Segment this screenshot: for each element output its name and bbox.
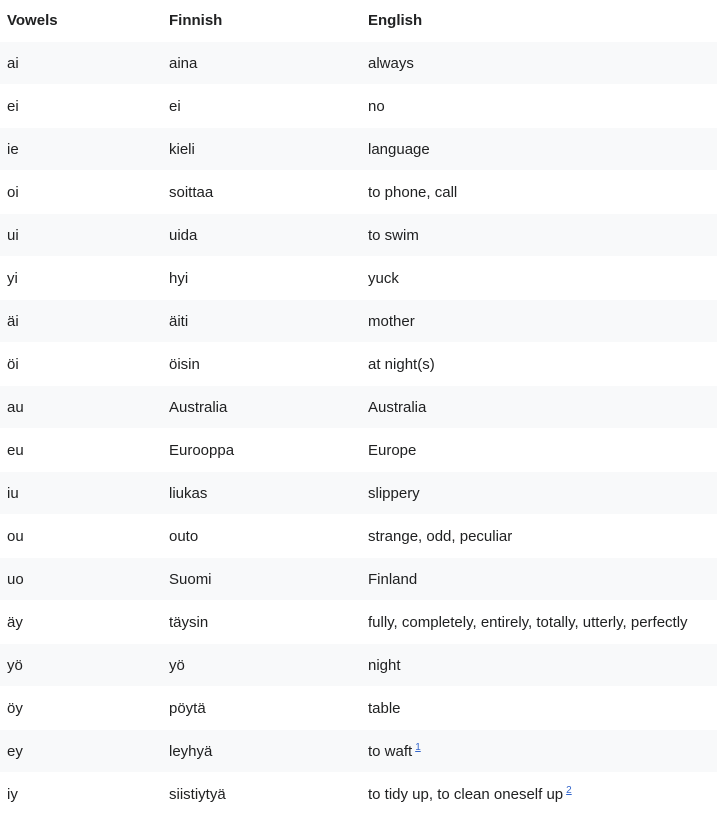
finnish-word-cell-text: liukas	[169, 485, 207, 502]
vowel-cell	[0, 343, 162, 386]
english-translation-cell-text: to swim	[368, 227, 419, 244]
english-translation-cell	[361, 730, 717, 773]
english-translation-cell-text: night	[368, 657, 401, 674]
finnish-word-cell-text: pöytä	[169, 700, 206, 717]
finnish-word-cell	[162, 429, 361, 472]
finnish-word-cell	[162, 601, 361, 644]
finnish-word-cell-text: ei	[169, 98, 181, 115]
vowel-cell	[0, 214, 162, 257]
finnish-word-cell-text: uida	[169, 227, 197, 244]
vowel-cell	[0, 171, 162, 214]
finnish-word-cell-text: soittaa	[169, 184, 213, 201]
table-row	[0, 214, 717, 257]
finnish-word-cell-text: yö	[169, 657, 185, 674]
finnish-word-cell-text: öisin	[169, 356, 200, 373]
english-translation-cell	[361, 773, 717, 815]
table-body	[0, 42, 717, 815]
english-translation-cell	[361, 128, 717, 171]
english-translation-cell	[361, 257, 717, 300]
finnish-word-cell	[162, 558, 361, 601]
vowel-cell	[0, 257, 162, 300]
finnish-word-cell-text: outo	[169, 528, 198, 545]
table-row	[0, 558, 717, 601]
column-header-finnish: Finnish	[162, 0, 361, 42]
vowel-cell	[0, 85, 162, 128]
vowel-cell-text: ai	[7, 55, 19, 72]
table-row	[0, 601, 717, 644]
vowel-cell	[0, 515, 162, 558]
english-translation-cell	[361, 214, 717, 257]
english-translation-cell-text: always	[368, 55, 414, 72]
table-row	[0, 343, 717, 386]
english-translation-cell-text: yuck	[368, 270, 399, 287]
finnish-word-cell	[162, 687, 361, 730]
vowel-cell	[0, 644, 162, 687]
finnish-word-cell	[162, 128, 361, 171]
vowel-cell	[0, 472, 162, 515]
table-row	[0, 429, 717, 472]
english-translation-cell-text: slippery	[368, 485, 420, 502]
vowel-cell	[0, 42, 162, 85]
english-translation-cell	[361, 171, 717, 214]
finnish-word-cell	[162, 644, 361, 687]
vowel-cell-text: eu	[7, 442, 24, 459]
vowel-cell-text: ei	[7, 98, 19, 115]
table-row	[0, 644, 717, 687]
vowel-cell-text: ou	[7, 528, 24, 545]
finnish-word-cell-text: äiti	[169, 313, 188, 330]
finnish-word-cell-text: siistiytyä	[169, 786, 226, 803]
english-translation-cell	[361, 601, 717, 644]
finnish-word-cell	[162, 214, 361, 257]
finnish-word-cell-text: täysin	[169, 614, 208, 631]
english-translation-cell-text: Europe	[368, 442, 416, 459]
table-row	[0, 515, 717, 558]
english-translation-cell	[361, 429, 717, 472]
english-translation-cell	[361, 472, 717, 515]
english-translation-cell	[361, 644, 717, 687]
finnish-word-cell-text: aina	[169, 55, 197, 72]
table-row	[0, 773, 717, 815]
finnish-word-cell	[162, 171, 361, 214]
table-row	[0, 300, 717, 343]
vowel-cell	[0, 601, 162, 644]
vowel-cell-text: oi	[7, 184, 19, 201]
finnish-word-cell	[162, 730, 361, 773]
vowel-cell	[0, 128, 162, 171]
finnish-word-cell	[162, 300, 361, 343]
vowel-cell	[0, 386, 162, 429]
vowel-cell	[0, 429, 162, 472]
vowel-cell-text: iy	[7, 786, 18, 803]
vowel-cell-text: ui	[7, 227, 19, 244]
vowel-cell-text: öi	[7, 356, 19, 373]
english-translation-cell-text: no	[368, 98, 385, 115]
finnish-word-cell	[162, 386, 361, 429]
english-translation-cell-text: to tidy up, to clean oneself up	[368, 786, 563, 803]
finnish-word-cell-text: Eurooppa	[169, 442, 234, 459]
english-translation-cell-text: mother	[368, 313, 415, 330]
vowel-cell-text: äy	[7, 614, 23, 631]
vowel-cell-text: öy	[7, 700, 23, 717]
english-translation-cell	[361, 515, 717, 558]
vowel-cell-text: iu	[7, 485, 19, 502]
finnish-word-cell-text: leyhyä	[169, 743, 212, 760]
english-translation-cell	[361, 386, 717, 429]
vowel-cell-text: uo	[7, 571, 24, 588]
table-row	[0, 472, 717, 515]
vowel-cell	[0, 730, 162, 773]
finnish-word-cell-text: hyi	[169, 270, 188, 287]
english-translation-cell	[361, 42, 717, 85]
table-row	[0, 128, 717, 171]
english-translation-cell	[361, 687, 717, 730]
english-translation-cell-text: language	[368, 141, 430, 158]
finnish-word-cell	[162, 472, 361, 515]
table-row	[0, 85, 717, 128]
vowel-cell-text: au	[7, 399, 24, 416]
finnish-word-cell	[162, 343, 361, 386]
english-translation-cell-text: table	[368, 700, 401, 717]
vowel-cell	[0, 558, 162, 601]
table-row	[0, 386, 717, 429]
footnote-link[interactable]: 1	[415, 742, 421, 753]
finnish-word-cell	[162, 257, 361, 300]
vowel-cell-text: ie	[7, 141, 19, 158]
table-row	[0, 687, 717, 730]
vowel-cell-text: yi	[7, 270, 18, 287]
english-translation-cell	[361, 558, 717, 601]
english-translation-cell-text: strange, odd, peculiar	[368, 528, 512, 545]
english-translation-cell	[361, 85, 717, 128]
column-header-english: English	[361, 0, 717, 42]
finnish-word-cell	[162, 515, 361, 558]
vowel-cell	[0, 300, 162, 343]
table-row	[0, 42, 717, 85]
english-translation-cell-text: Finland	[368, 571, 417, 588]
english-translation-cell	[361, 300, 717, 343]
vowel-cell	[0, 773, 162, 815]
finnish-word-cell-text: Australia	[169, 399, 227, 416]
table-header-row	[0, 0, 717, 42]
footnote-link[interactable]: 2	[566, 785, 572, 796]
vowel-cell-text: ey	[7, 743, 23, 760]
finnish-word-cell-text: Suomi	[169, 571, 212, 588]
english-translation-cell-text: to phone, call	[368, 184, 457, 201]
finnish-word-cell	[162, 773, 361, 815]
table-row	[0, 171, 717, 214]
english-translation-cell-text: at night(s)	[368, 356, 435, 373]
vowel-cell	[0, 687, 162, 730]
table-row	[0, 257, 717, 300]
finnish-word-cell-text: kieli	[169, 141, 195, 158]
finnish-word-cell	[162, 85, 361, 128]
vowel-cell-text: yö	[7, 657, 23, 674]
finnish-word-cell	[162, 42, 361, 85]
column-header-vowels: Vowels	[0, 0, 162, 42]
table-row	[0, 730, 717, 773]
english-translation-cell-text: fully, completely, entirely, totally, utterly, perfectly	[368, 614, 688, 631]
vowel-cell-text: äi	[7, 313, 19, 330]
english-translation-cell-text: Australia	[368, 399, 426, 416]
english-translation-cell	[361, 343, 717, 386]
english-translation-cell-text: to waft	[368, 743, 412, 760]
